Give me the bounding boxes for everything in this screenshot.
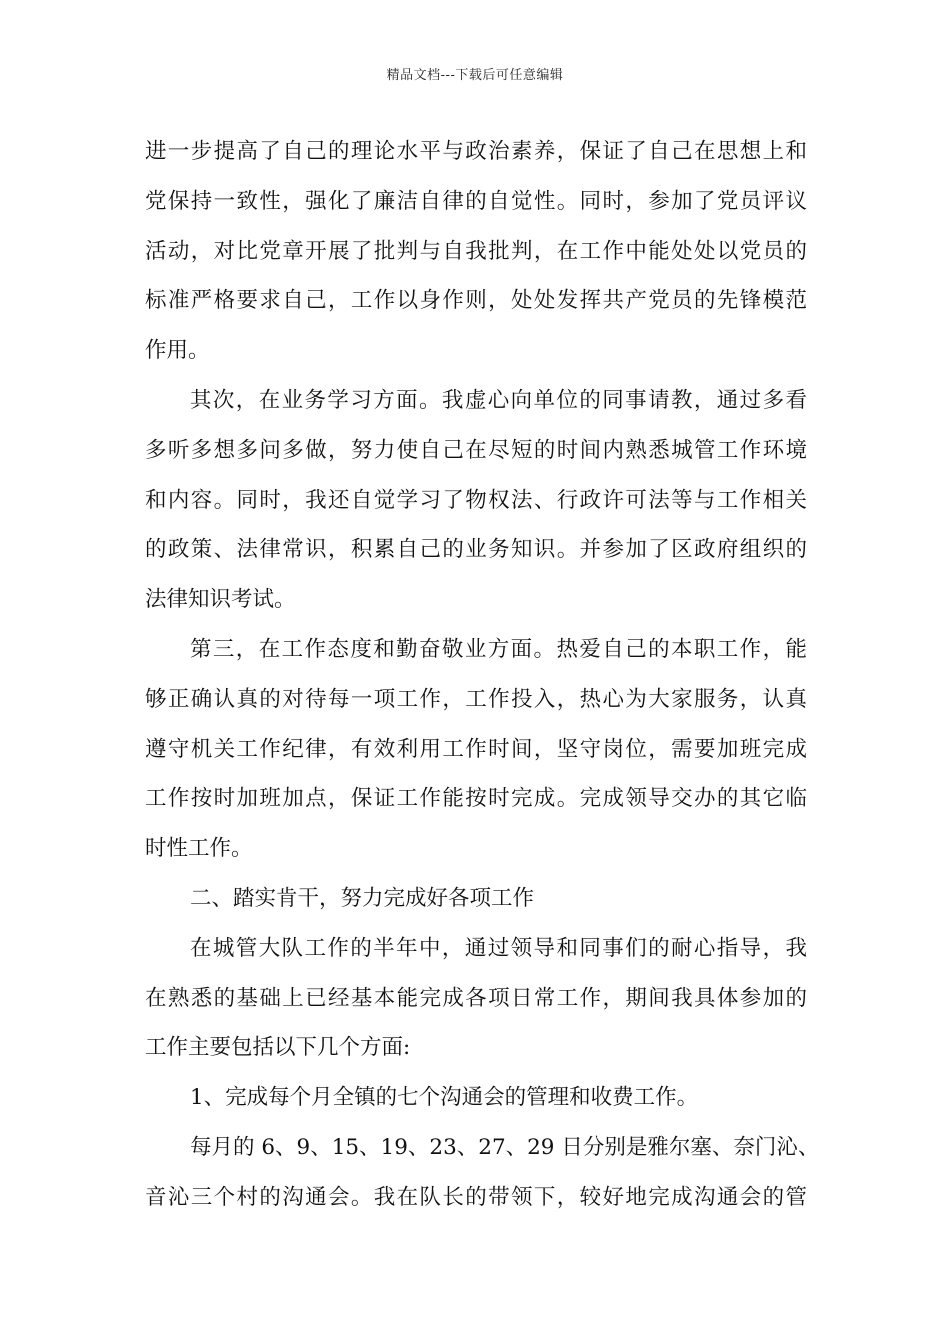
text-line: 和内容。同时，我还自觉学习了物权法、行政许可法等与工作相关 — [145, 487, 807, 513]
document-body — [145, 127, 820, 1223]
text-line: 音沁三个村的沟通会。我在队长的带领下，较好地完成沟通会的管 — [145, 1184, 807, 1210]
text-line: 够正确认真的对待每一项工作，工作投入，热心为大家服务，认真 — [145, 686, 807, 712]
text-line: 其次，在业务学习方面。我虚心向单位的同事请教，通过多看 — [190, 387, 807, 413]
text-line: 1、完成每个月全镇的七个沟通会的管理和收费工作。 — [190, 1085, 699, 1111]
page-header: 精品文档---下载后可任意编辑 — [386, 68, 564, 83]
text-line: 的政策、法律常识，积累自己的业务知识。并参加了区政府组织的 — [145, 537, 807, 563]
text-line: 进一步提高了自己的理论水平与政治素养，保证了自己在思想上和 — [145, 139, 807, 164]
text-line: 党保持一致性，强化了廉洁自律的自觉性。同时，参加了党员评议 — [145, 188, 807, 214]
text-line: 时性工作。 — [145, 836, 253, 862]
text-line: 多听多想多问多做，努力使自己在尽短的时间内熟悉城管工作环境 — [145, 437, 807, 463]
text-line: 工作按时加班加点，保证工作能按时完成。完成领导交办的其它临 — [145, 786, 807, 812]
text-line: 二、踏实肯干，努力完成好各项工作 — [190, 885, 535, 911]
text-line: 作用。 — [145, 338, 210, 364]
text-line: 在城管大队工作的半年中，通过领导和同事们的耐心指导，我 — [190, 935, 807, 961]
text-line: 每月的 6、9、15、19、23、27、29 日分别是雅尔塞、奈门沁、 — [190, 1134, 820, 1160]
text-line: 在熟悉的基础上已经基本能完成各项日常工作，期间我具体参加的 — [145, 985, 807, 1011]
text-line: 第三，在工作态度和勤奋敬业方面。热爱自己的本职工作，能 — [190, 636, 807, 662]
text-line: 活动，对比党章开展了批判与自我批判，在工作中能处处以党员的 — [145, 238, 807, 264]
text-line: 工作主要包括以下几个方面: — [145, 1035, 411, 1061]
text-line: 法律知识考试。 — [145, 587, 296, 613]
text-line: 遵守机关工作纪律，有效利用工作时间，坚守岗位，需要加班完成 — [145, 736, 807, 762]
text-line: 标准严格要求自己，工作以身作则，处处发挥共产党员的先锋模范 — [145, 288, 807, 314]
